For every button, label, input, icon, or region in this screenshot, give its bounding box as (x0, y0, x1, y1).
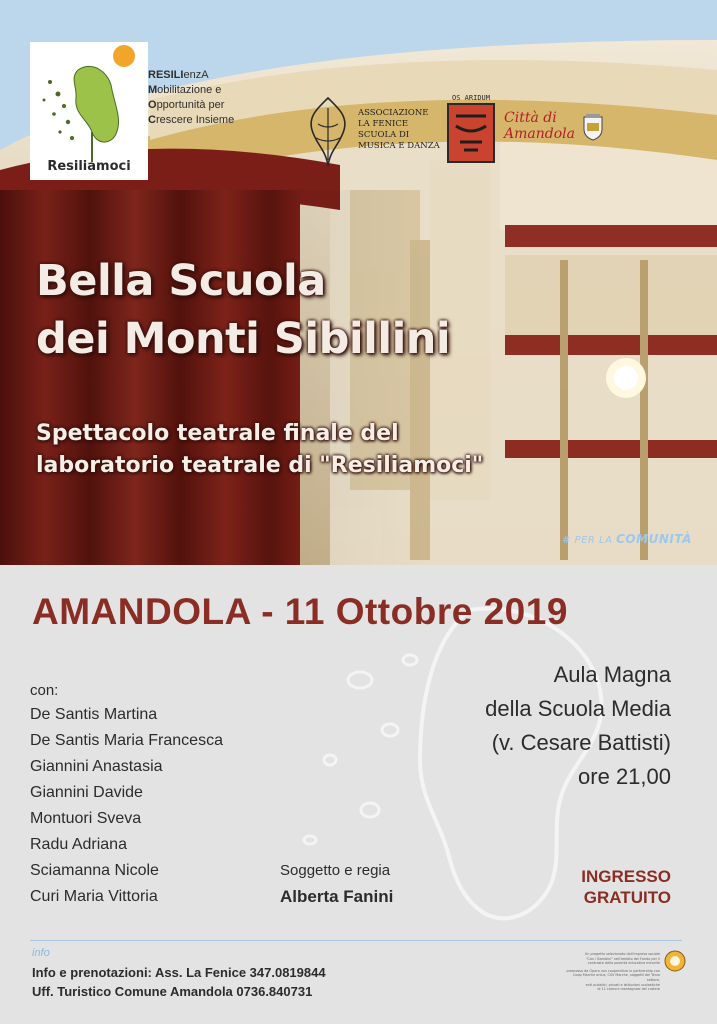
cast-member: Curi Maria Vittoria (30, 888, 158, 905)
director-label: Soggetto e regia (280, 862, 391, 879)
event-date: AMANDOLA - 11 Ottobre 2019 (32, 591, 568, 632)
tourist-office-contact: Uff. Turistico Comune Amandola 0736.840731 (32, 984, 313, 999)
event-subtitle: Spettacolo teatrale finale del laboratorio teatrale di "Resiliamoci" (36, 421, 484, 478)
svg-text:OS ARIDUM: OS ARIDUM (452, 94, 490, 102)
resiliamoci-logo (30, 42, 148, 180)
cast-member: Montuori Sveva (30, 810, 142, 827)
hashtag: # PER LA COMUNITÀ (562, 532, 692, 546)
venue-address: (v. Cesare Battisti) (491, 730, 671, 755)
fenice-text: ASSOCIAZIONE LA FENICE SCUOLA DI MUSICA E DANZA (358, 108, 440, 151)
event-title: Bella Scuola dei Monti Sibillini (36, 256, 451, 364)
cast-list (30, 680, 223, 910)
venue-line: della Scuola Media (485, 696, 671, 721)
resiliamoci-wordmark: Resiliamoci (47, 159, 131, 174)
footer-divider (30, 940, 682, 941)
cast-member: Giannini Davide (30, 784, 143, 801)
cast-member: Giannini Anastasia (30, 758, 163, 775)
cast-member: Radu Adriana (30, 836, 127, 853)
cast-member: De Santis Martina (30, 706, 158, 723)
city-crest-icon (582, 113, 604, 141)
os-aridum-logo (444, 92, 498, 168)
booking-contact: Info e prenotazioni: Ass. La Fenice 347.0819844 (32, 965, 326, 980)
amandola-logo: Città di Amandola (504, 110, 575, 142)
sponsor-badge-icon (664, 950, 686, 972)
venue-line: Aula Magna (553, 662, 671, 687)
director-name: Alberta Fanini (280, 887, 394, 906)
contact-info (32, 963, 326, 1001)
cast-label: con: (30, 682, 59, 699)
cast-member: Sciamanna Nicole (30, 862, 159, 879)
resiliamoci-acronym: RESILIenzA Mobilitazione e Opportunità per Crescere Insieme (148, 69, 235, 126)
event-time: ore 21,00 (578, 764, 671, 789)
info-label: info (32, 947, 50, 959)
venue-block (485, 658, 671, 794)
free-admission-badge: INGRESSO GRATUITO (581, 867, 671, 907)
sponsor-fine-print: Un progetto selezionato dall'impresa sociale "Con i Bambini" nell'ambito del Fondo per il contrasto della povertà educativa minorile promosso da Opera nos cooperativa in partnership con Coop Marche onlus, CSV Marche, soggetti del Terzo settore, enti pubblici, privati e istituzioni scolastiche di 11 comuni montagnosi del cratere (566, 952, 660, 992)
cast-member: De Santis Maria Francesca (30, 732, 223, 749)
